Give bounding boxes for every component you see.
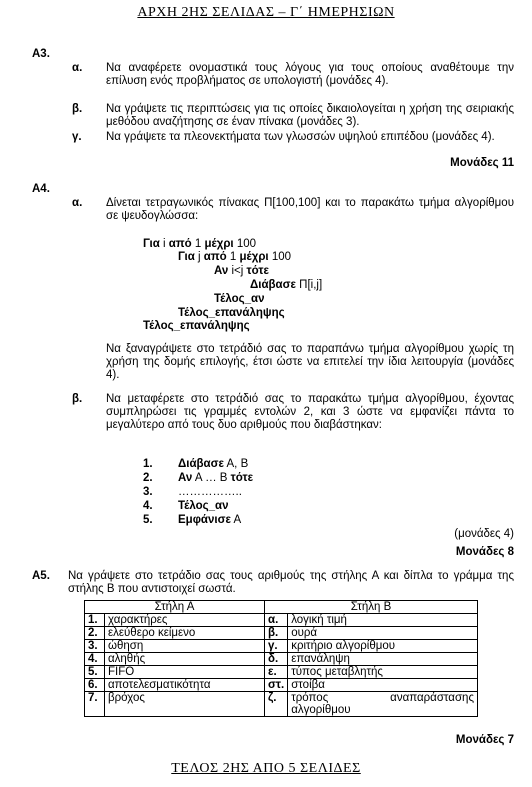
- table-row: [85, 614, 478, 627]
- a4-beta-units: (μονάδες 4): [454, 528, 514, 540]
- a3-alpha-text: Να αναφέρετε ονομαστικά τους λόγους για τους οποίους αναθέτουμε την επίλυση ενός προβλήματος σε υπολογιστή (μονάδες 4).: [106, 62, 514, 87]
- a3-alpha-label: α.: [72, 62, 83, 74]
- table-row: [85, 627, 478, 640]
- a4-alpha-text: Δίνεται τετραγωνικός πίνακας Π[100,100] και το παρακάτω τμήμα αλγορίθμου σε ψευδογλώσσα:: [106, 197, 514, 222]
- row-number: 1.: [85, 614, 105, 627]
- algo-line-2: [143, 472, 253, 485]
- matching-table: [84, 600, 478, 717]
- column-a-cell: ώθηση: [105, 640, 265, 653]
- a4-alpha-text2: Να ξαναγράψετε στο τετράδιό σας το παραπάνω τμήμα αλγορίθμου χωρίς τη χρήση της δομής επιλογής, έτσι ώστε να επιτελεί την ίδια λειτουργία (μονάδες 4).: [106, 343, 514, 381]
- algo-keyword: Εμφάνισε: [178, 514, 231, 526]
- algo-line-number: 1.: [143, 458, 153, 470]
- code-keyword: μέχρι: [204, 238, 234, 250]
- row-letter: δ.: [265, 653, 288, 666]
- algo-text: Α, Β: [223, 458, 249, 470]
- row-letter: α.: [265, 614, 288, 627]
- code-text: 100: [268, 251, 292, 263]
- code-text: 100: [233, 238, 257, 250]
- a4-alpha-label: α.: [72, 197, 83, 209]
- a3-gamma-label: γ.: [72, 131, 82, 143]
- row-number: 6.: [85, 679, 105, 692]
- row-number: 4.: [85, 653, 105, 666]
- algo-line-4: [143, 500, 228, 513]
- a5-text: Να γράψετε στο τετράδιο σας τους αριθμούς της στήλης Α και δίπλα το γράμμα της στήλης Β που αντιστοιχεί σωστά.: [68, 570, 514, 595]
- question-a5-label: Α5.: [32, 570, 50, 582]
- column-a-cell: αποτελεσματικότητα: [105, 679, 265, 692]
- column-a-cell: ελεύθερο κείμενο: [105, 627, 265, 640]
- column-b-cell: επανάληψη: [288, 653, 478, 666]
- a3-beta-text: Να γράψετε τις περιπτώσεις για τις οποίες δικαιολογείται η χρήση της σειριακής μεθόδου αναζήτησης σε έναν πίνακα (μονάδες 3).: [106, 103, 514, 128]
- a4-beta-label: β.: [72, 393, 83, 405]
- algo-keyword: Διάβασε: [178, 458, 224, 470]
- column-a-cell: FIFO: [105, 666, 265, 679]
- column-a-cell: χαρακτήρες: [105, 614, 265, 627]
- code-line-6: Τέλος_επανάληψης: [178, 307, 285, 319]
- column-a-header: Στήλη Α: [85, 601, 265, 614]
- code-keyword: τότε: [246, 265, 269, 277]
- column-b-cell: τρόπος αναπαράστασης αλγορίθμου: [288, 692, 478, 717]
- row-letter: στ.: [265, 679, 288, 692]
- a4-beta-text: Να μεταφέρετε στο τετράδιό σας το παρακάτω τμήμα αλγορίθμου, έχοντας συμπληρώσει τις γραμμές εντολών 2, και 3 ώστε να εμφανίζει πάντα το μεγαλύτερο από τους δυο αριθμούς που διαβάστηκαν:: [106, 393, 514, 431]
- algo-line-5: [143, 514, 241, 527]
- page-footer: ΤΕΛΟΣ 2ΗΣ ΑΠΟ 5 ΣΕΛΙΔΕΣ: [171, 761, 361, 776]
- a3-points: Μονάδες 11: [450, 157, 514, 169]
- page-header: ΑΡΧΗ 2ΗΣ ΣΕΛΙΔΑΣ – Γ΄ ΗΜΕΡΗΣΙΩΝ: [137, 5, 395, 20]
- code-text: j: [194, 251, 204, 263]
- column-b-cell: τύπος μεταβλητής: [288, 666, 478, 679]
- column-b-cell: ουρά: [288, 627, 478, 640]
- table-row: [85, 692, 478, 717]
- table-header-row: [85, 601, 478, 614]
- code-keyword: από: [203, 251, 227, 263]
- column-a-cell: βρόχος: [105, 692, 265, 717]
- algo-keyword: Αν: [178, 472, 193, 484]
- table-row: [85, 666, 478, 679]
- code-keyword: Αν: [214, 265, 229, 277]
- algo-keyword: Τέλος_αν: [178, 500, 229, 512]
- question-a4-label: Α4.: [32, 183, 50, 195]
- table-row: [85, 679, 478, 692]
- code-text: 1: [226, 251, 240, 263]
- table-row: [85, 653, 478, 666]
- code-text: 1: [191, 238, 205, 250]
- algo-line-number: 5.: [143, 514, 153, 526]
- code-text: i: [159, 238, 169, 250]
- code-line-1: [143, 238, 256, 251]
- algo-text: Α … Β: [192, 472, 231, 484]
- row-letter: ε.: [265, 666, 288, 679]
- algo-line-1: [143, 458, 248, 471]
- column-b-cell: κριτήριο αλγορίθμου: [288, 640, 478, 653]
- code-keyword: Διάβασε: [250, 279, 296, 291]
- algo-line-number: 2.: [143, 472, 153, 484]
- row-number: 5.: [85, 666, 105, 679]
- a5-points: Μονάδες 7: [455, 734, 514, 746]
- code-line-5: Τέλος_αν: [214, 293, 265, 305]
- column-b-header: Στήλη Β: [265, 601, 478, 614]
- algo-keyword: τότε: [230, 472, 254, 484]
- code-keyword: Για: [178, 251, 195, 263]
- code-text: Π[i,j]: [295, 279, 323, 291]
- column-b-cell: στοίβα: [288, 679, 478, 692]
- row-letter: ζ.: [265, 692, 288, 717]
- code-keyword: από: [168, 238, 192, 250]
- code-line-4: [250, 279, 322, 292]
- column-a-cell: αληθής: [105, 653, 265, 666]
- algo-line-number: 3.: [143, 486, 153, 498]
- question-a3-label: Α3.: [32, 48, 50, 60]
- column-b-cell: λογική τιμή: [288, 614, 478, 627]
- a3-gamma-text: Να γράψετε τα πλεονεκτήματα των γλωσσών υψηλού επιπέδου (μονάδες 4).: [106, 131, 495, 143]
- row-number: 3.: [85, 640, 105, 653]
- a4-points: Μονάδες 8: [455, 546, 514, 558]
- algo-line-3: [143, 486, 242, 499]
- code-text: i<j: [228, 265, 247, 277]
- row-number: 7.: [85, 692, 105, 717]
- a3-beta-label: β.: [72, 103, 83, 115]
- algo-line-number: 4.: [143, 500, 153, 512]
- algo-text: ……………..: [178, 486, 242, 498]
- code-line-2: [178, 251, 291, 264]
- code-keyword: Για: [143, 238, 160, 250]
- table-row: [85, 640, 478, 653]
- code-line-7: Τέλος_επανάληψης: [143, 320, 250, 332]
- code-line-3: [214, 265, 269, 278]
- row-letter: γ.: [265, 640, 288, 653]
- row-letter: β.: [265, 627, 288, 640]
- row-number: 2.: [85, 627, 105, 640]
- code-keyword: μέχρι: [239, 251, 269, 263]
- algo-text: Α: [230, 514, 242, 526]
